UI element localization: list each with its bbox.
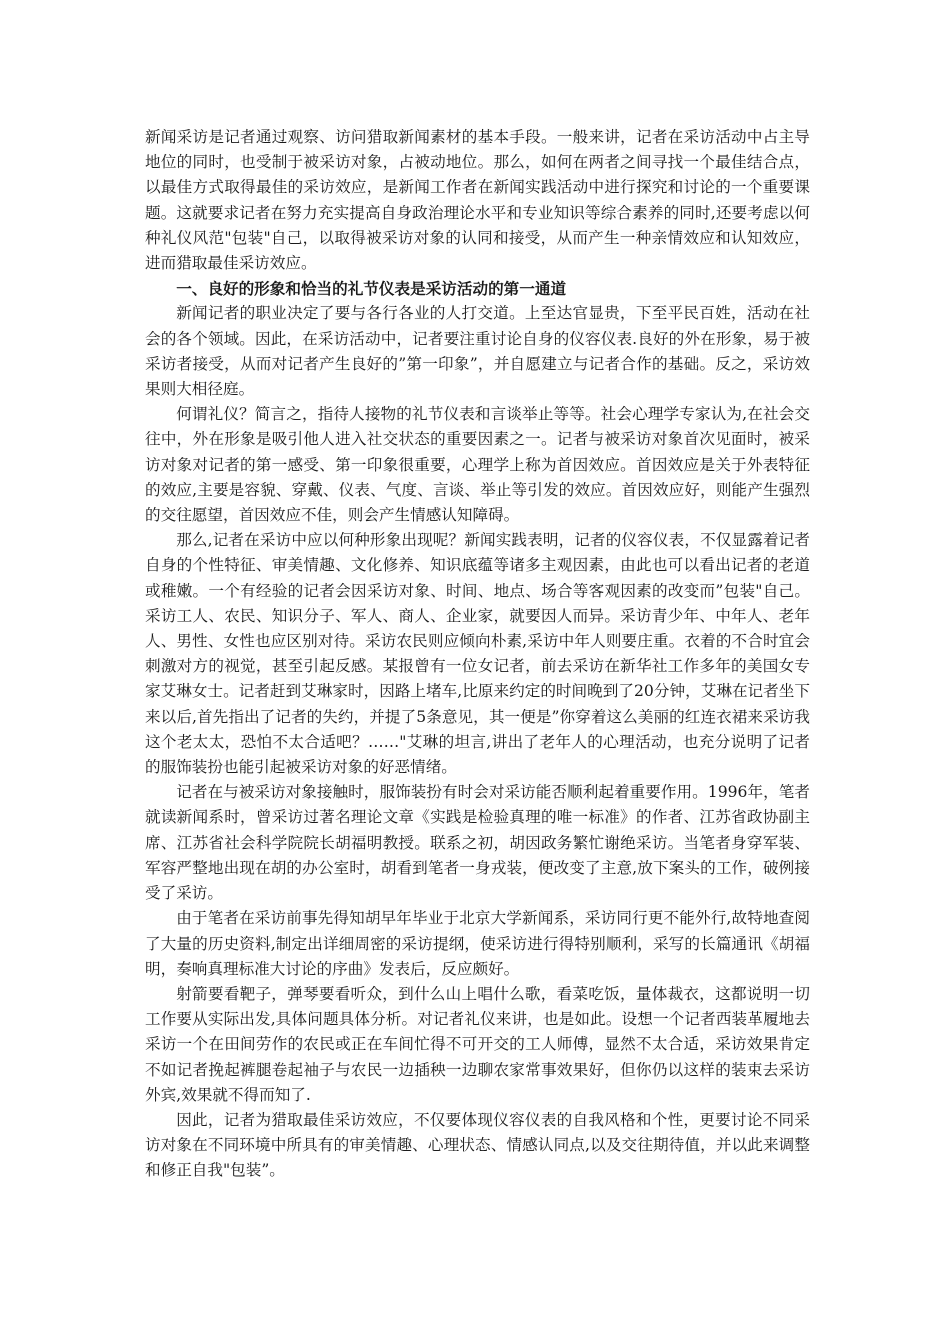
body-paragraph: 射箭要看靶子，弹琴要看听众，到什么山上唱什么歌，看菜吃饭，量体裁衣，这都说明一切工作要从实际出发,具体问题具体分析。对记者礼仪来讲，也是如此。设想一个记者西装革履地去采访一个在田间劳作的农民或正在车间忙得不可开交的工人师傅，显然不太合适，采访效果肯定不如记者挽起裤腿卷起袖子与农民一边插秧一边聊农家常事效果好，但你仍以这样的装束去采访外宾,效果就不得而知了. [145,984,810,1104]
intro-paragraph: 新闻采访是记者通过观察、访问猎取新闻素材的基本手段。一般来讲，记者在采访活动中占主导地位的同时，也受制于被采访对象，占被动地位。那么，如何在两者之间寻找一个最佳结合点，以最佳方式取得最佳的采访效应，是新闻工作者在新闻实践活动中进行探究和讨论的一个重要课题。这就要求记者在努力充实提高自身政治理论水平和专业知识等综合素养的同时,还要考虑以何种礼仪风范"包装"自己，以取得被采访对象的认同和接受，从而产生一种亲情效应和认知效应，进而猎取最佳采访效应。 [145,128,810,273]
body-paragraph: 由于笔者在采访前事先得知胡早年毕业于北京大学新闻系，采访同行更不能外行,故特地查阅了大量的历史资料,制定出详细周密的采访提纲，使采访进行得特别顺利，采写的长篇通讯《胡福明，奏响真理标准大讨论的序曲》发表后，反应颇好。 [145,909,810,978]
body-paragraph: 何谓礼仪？简言之，指待人接物的礼节仪表和言谈举止等等。社会心理学专家认为,在社会交往中，外在形象是吸引他人进入社交状态的重要因素之一。记者与被采访对象首次见面时，被采访对象对记者的第一感受、第一印象很重要，心理学上称为首因效应。首因效应是关于外表特征的效应,主要是容貌、穿戴、仪表、气度、言谈、举止等引发的效应。首因效应好，则能产生强烈的交往愿望，首因效应不佳，则会产生情感认知障碍。 [145,405,810,525]
body-paragraph: 因此，记者为猎取最佳采访效应，不仅要体现仪容仪表的自我风格和个性，更要讨论不同采访对象在不同环境中所具有的审美情趣、心理状态、情感认同点,以及交往期待值，并以此来调整和修正自我"包装”。 [145,1110,810,1180]
section-heading: 一、良好的形象和恰当的礼节仪表是采访活动的第一通道 [176,279,567,299]
document-body [145,125,810,1184]
body-paragraph: 记者在与被采访对象接触时，服饰装扮有时会对采访能否顺利起着重要作用。1996年，笔者就读新闻系时，曾采访过著名理论文章《实践是检验真理的唯一标准》的作者、江苏省政协副主席、江苏省社会科学院院长胡福明教授。联系之初，胡因政务繁忙谢绝采访。当笔者身穿军装、军容严整地出现在胡的办公室时，胡看到笔者一身戎装，便改变了主意,放下案头的工作，破例接受了采访。 [145,783,810,903]
body-paragraph: 那么,记者在采访中应以何种形象出现呢？新闻实践表明，记者的仪容仪表，不仅显露着记者自身的个性特征、审美情趣、文化修养、知识底蕴等诸多主观因素，由此也可以看出记者的老道或稚嫩。一个有经验的记者会因采访对象、时间、地点、场合等客观因素的改变而”包装"自己。采访工人、农民、知识分子、军人、商人、企业家，就要因人而异。采访青少年、中年人、老年人、男性、女性也应区别对待。采访农民则应倾向朴素,采访中年人则要庄重。衣着的不合时宜会刺激对方的视觉，甚至引起反感。某报曾有一位女记者，前去采访在新华社工作多年的美国女专家艾琳女士。记者赶到艾琳家时，因路上堵车,比原来约定的时间晚到了20分钟，艾琳在记者坐下来以后,首先指出了记者的失约，并提了5条意见，其一便是”你穿着这么美丽的红连衣裙来采访我这个老太太，恐怕不太合适吧？……"艾琳的坦言,讲出了老年人的心理活动，也充分说明了记者的服饰装扮也能引起被采访对象的好恶情绪。 [145,531,810,777]
body-paragraph: 新闻记者的职业决定了要与各行各业的人打交道。上至达官显贵，下至平民百姓，活动在社会的各个领域。因此，在采访活动中，记者要注重讨论自身的仪容仪表.良好的外在形象，易于被采访者接受，从而对记者产生良好的”第一印象”，并自愿建立与记者合作的基础。反之，采访效果则大相径庭。 [145,304,810,399]
